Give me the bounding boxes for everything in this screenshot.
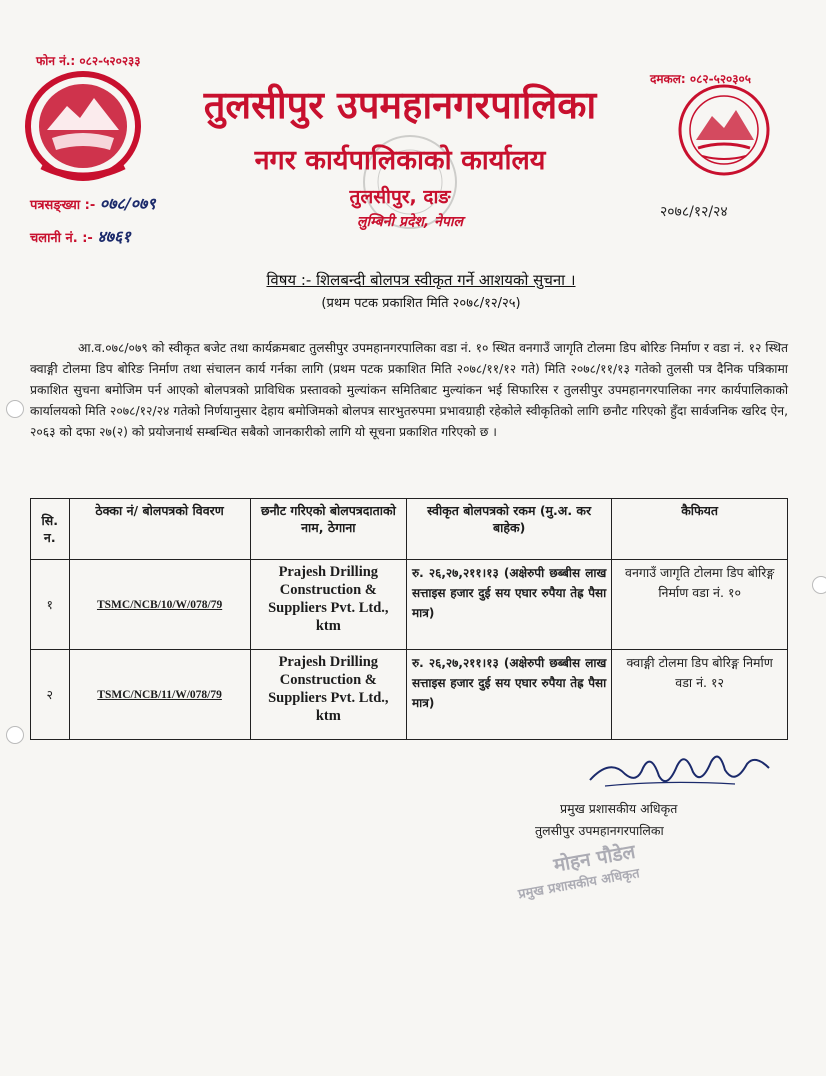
header-amount: स्वीकृत बोलपत्रको रकम (मु.अ. कर बाहेक) (406, 499, 611, 560)
stamp-name: मोहन पौडेल (552, 840, 637, 877)
reference-value: ०७८/०७९ (99, 194, 156, 213)
publication-date: (प्रथम पटक प्रकाशित मिति २०७८/१२/२५) (321, 296, 521, 311)
office-name: नगर कार्यपालिकाको कार्यालय (254, 145, 546, 176)
table-row (31, 650, 788, 740)
punch-hole-bottom (6, 726, 24, 744)
row-remarks: वनगाउँ जागृति टोलमा डिप बोरिङ्ग निर्माण वडा नं. १० (612, 560, 788, 650)
table-row (31, 560, 788, 650)
dispatch-label: चलानी नं. :- (30, 231, 93, 246)
row-serial: १ (31, 560, 70, 650)
header-contract: ठेक्का नं/ बोलपत्रको विवरण (69, 499, 250, 560)
row-amount: रु. २६,२७,२११।१३ (अक्षेरुपी छब्बीस लाख सत्ताइस हजार दुई सय एघार रुपैया तेह्र पैसा मात्र) (406, 560, 611, 650)
row-bidder: Prajesh Drilling Construction & Suppliers Pvt. Ltd., ktm (250, 650, 406, 740)
notice-body: आ.व.०७८/०७९ को स्वीकृत बजेट तथा कार्यक्रमबाट तुलसीपुर उपमहानगरपालिका वडा नं. १० स्थित वनगाउँ जागृति टोलमा डिप बोरिङ निर्माण र वडा नं. १२ स्थित क्वाङ्गी टोलमा डिप बोरिङ निर्माण तथा संचालन कार्य गर्नका लागि (प्रथम पटक प्रकाशित मिति २०७८/११/१२ गते) मिति २०७८/११/१३ गतेको तुलसी पत्र दैनिक पत्रिकामा प्रकाशित सुचना बमोजिम पर्न आएको बोलपत्रको प्राविधिक प्रस्तावको मुल्यांकन समितिबाट मुल्यांकन भई सिफारिस र तुलसीपुर उपमहानगरपालिका नगर कार्यपालिकाको कार्यालयको मिति २०७८/१२/२४ गतेको निर्णयानुसार देहाय बमोजिमको बोलपत्र सारभुतरुपमा प्रभावग्राही रहेकोले स्वीकृतिको लागि छनौट गरिएको हुँदा सार्वजनिक खरिद ऐन, २०६३ को दफा २७(२) को प्रयोजनार्थ सम्बन्धित सबैको जानकारीको लागि यो सूचना प्रकाशित गरिएको छ । (30, 341, 788, 439)
table-header-row (31, 499, 788, 560)
header-bidder: छनौट गरिएको बोलपत्रदाताको नाम, ठेगाना (250, 499, 406, 560)
row-contract-number: TSMC/NCB/10/W/078/79 (69, 560, 250, 650)
letter-date: २०७८/१२/२४ (660, 204, 728, 220)
reference-number (30, 192, 156, 214)
row-serial: २ (31, 650, 70, 740)
fire-service-number: दमकल: ०८२-५२०३०५ (650, 72, 752, 86)
header-serial: सि. न. (31, 499, 70, 560)
municipality-logo-icon (676, 82, 772, 178)
stamp-title: प्रमुख प्रशासकीय अधिकृत (517, 866, 641, 903)
dispatch-value: ४७६१ (97, 227, 131, 246)
row-remarks: क्वाङ्गी टोलमा डिप बोरिङ्ग निर्माण वडा नं. १२ (612, 650, 788, 740)
phone-number: फोन नं.: ०८२-५२०२३३ (36, 54, 141, 68)
signature-scribble (585, 740, 775, 800)
subject-title: विषय :- शिलबन्दी बोलपत्र स्वीकृत गर्ने आशयको सुचना । (266, 271, 576, 289)
punch-hole-right (812, 576, 826, 594)
reference-label: पत्रसङ्ख्या :- (30, 198, 96, 213)
row-bidder: Prajesh Drilling Construction & Suppliers Pvt. Ltd., ktm (250, 560, 406, 650)
name-stamp (512, 838, 641, 903)
dispatch-number (30, 225, 131, 247)
signatory-organization: तुलसीपुर उपमहानगरपालिका (535, 823, 664, 838)
nepal-emblem-icon (22, 68, 144, 186)
punch-hole-top (6, 400, 24, 418)
organization-name: तुलसीपुर उपमहानगरपालिका (203, 83, 597, 127)
row-amount: रु. २६,२७,२११।१३ (अक्षेरुपी छब्बीस लाख सत्ताइस हजार दुई सय एघार रुपैया तेह्र पैसा मात्र) (406, 650, 611, 740)
office-city: तुलसीपुर, दाङ (349, 186, 451, 208)
signatory-title: प्रमुख प्रशासकीय अधिकृत (560, 801, 678, 816)
bid-table (30, 498, 788, 740)
header-remarks: कैफियत (612, 499, 788, 560)
row-contract-number: TSMC/NCB/11/W/078/79 (69, 650, 250, 740)
office-province: लुम्बिनी प्रदेश, नेपाल (357, 214, 463, 230)
